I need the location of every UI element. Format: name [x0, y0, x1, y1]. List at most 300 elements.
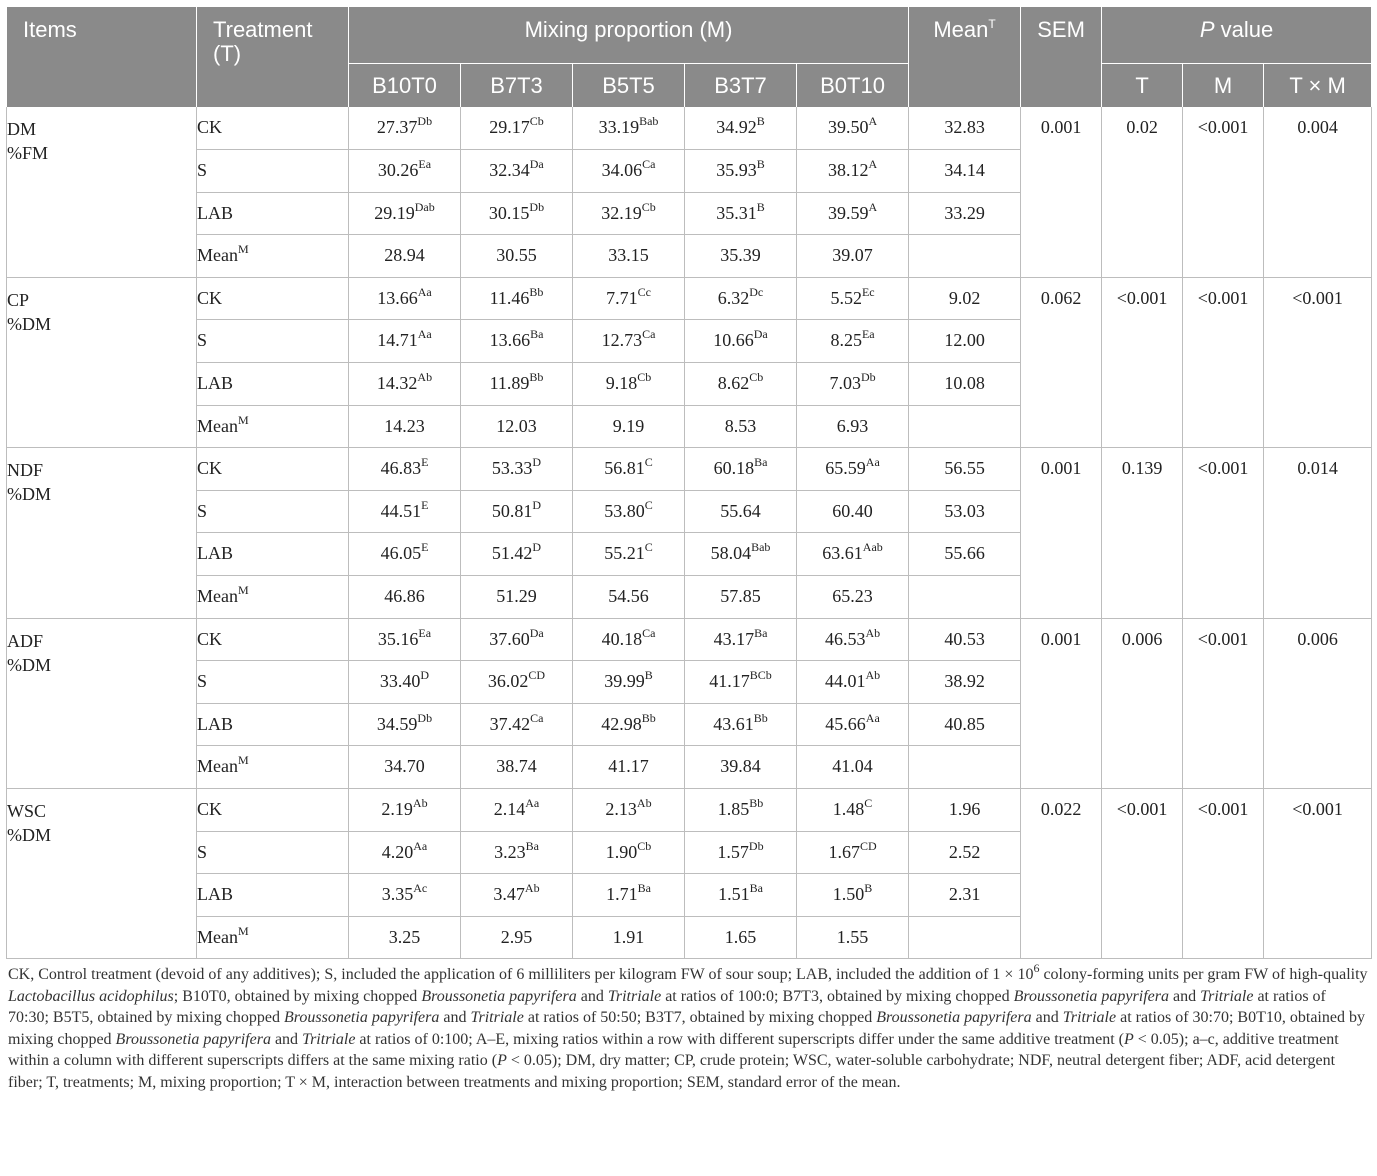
mean-m-sup: M: [237, 583, 249, 598]
mean-t-cell: [909, 405, 1021, 448]
value-cell: [573, 490, 685, 533]
value-number: 39.50: [827, 117, 869, 137]
header-p-rest: value: [1214, 17, 1274, 42]
value-number: 55.64: [720, 500, 761, 521]
value-superscript: Cb: [749, 370, 764, 385]
value-superscript: B: [756, 114, 765, 128]
header-mix-col: B7T3: [461, 64, 573, 108]
value-superscript: D: [532, 540, 542, 555]
p-m-cell: <0.001: [1183, 789, 1264, 959]
value-superscript: Da: [529, 157, 544, 172]
mean-t-cell: [909, 576, 1021, 619]
value-number: 35.93: [716, 160, 757, 181]
value-superscript: Ba: [637, 881, 651, 896]
item-unit: %DM: [7, 825, 51, 845]
value-cell: [797, 150, 909, 193]
header-mix-col: B10T0: [349, 64, 461, 108]
table-row: [7, 277, 1372, 320]
value-number: 1.85: [717, 799, 750, 819]
item-unit: %DM: [7, 313, 51, 334]
value-cell: [797, 107, 909, 150]
value-number: 2.14: [493, 799, 526, 819]
value-cell: [349, 320, 461, 363]
value-superscript: Db: [860, 370, 876, 385]
mean-m-label-cell: [197, 405, 349, 448]
mean-m-cell: 38.74: [461, 746, 573, 789]
value-cell: [349, 618, 461, 661]
item-name: WSC: [7, 801, 47, 821]
value-superscript: Db: [529, 199, 545, 214]
value-superscript: Ab: [865, 668, 881, 683]
item-cell: [7, 618, 197, 788]
value-cell: [797, 533, 909, 576]
footnote-text: and: [439, 1009, 471, 1027]
value-number: 35.31: [716, 202, 757, 223]
mean-m-cell: 1.91: [573, 916, 685, 959]
mean-m-cell: 2.95: [461, 916, 573, 959]
treatment-cell: CK: [197, 107, 349, 150]
p-tm-cell: <0.001: [1264, 277, 1372, 447]
header-treatment-line1: Treatment: [213, 17, 313, 42]
value-superscript: B: [864, 881, 873, 896]
footnote-text: at ratios of 100:0; B7T3, obtained by mixing chopped: [661, 987, 1014, 1005]
value-number: 2.13: [605, 799, 637, 819]
value-superscript: Cb: [637, 370, 652, 385]
footnote-text: and: [1031, 1009, 1063, 1027]
value-superscript: Cc: [637, 284, 651, 299]
value-superscript: Bb: [529, 284, 544, 299]
mean-t-cell: 9.02: [909, 277, 1021, 320]
value-cell: [797, 661, 909, 704]
mean-m-cell: 57.85: [685, 576, 797, 619]
treatment-cell: S: [197, 661, 349, 704]
mean-m-cell: 54.56: [573, 576, 685, 619]
treatment-cell: CK: [197, 789, 349, 832]
value-number: 65.59: [825, 458, 866, 479]
value-superscript: Bab: [639, 114, 659, 128]
value-cell: [573, 618, 685, 661]
value-number: 29.19: [374, 202, 415, 223]
value-superscript: E: [421, 540, 429, 555]
footnote-italic: Lactobacillus acidophilus: [8, 987, 174, 1005]
sem-cell: 0.062: [1021, 277, 1102, 447]
table-row: [7, 448, 1372, 491]
value-number: 51.42: [491, 543, 533, 564]
mean-m-label: Mean: [197, 415, 238, 436]
mean-m-label-cell: [197, 576, 349, 619]
mean-m-cell: 33.15: [573, 235, 685, 278]
value-number: 3.23: [494, 841, 526, 862]
item-name: ADF: [7, 630, 44, 651]
value-number: 53.80: [604, 500, 645, 521]
value-cell: [797, 192, 909, 235]
item-name: DM: [7, 119, 37, 139]
mean-m-cell: 3.25: [349, 916, 461, 959]
mean-m-cell: 1.65: [685, 916, 797, 959]
value-number: 46.05: [380, 543, 422, 564]
mean-t-cell: [909, 916, 1021, 959]
value-superscript: C: [644, 455, 653, 470]
mean-m-label: Mean: [197, 245, 238, 266]
value-number: 50.81: [491, 500, 533, 521]
footnote-italic: Tritriale: [1200, 987, 1254, 1005]
treatment-cell: S: [197, 150, 349, 193]
treatment-cell: S: [197, 831, 349, 874]
value-number: 14.71: [377, 330, 418, 351]
treatment-cell: LAB: [197, 533, 349, 576]
value-cell: [685, 320, 797, 363]
mean-m-label-cell: [197, 235, 349, 278]
value-cell: [349, 661, 461, 704]
value-superscript: E: [421, 455, 429, 470]
value-number: 8.62: [717, 373, 750, 394]
header-p-value: [1102, 7, 1372, 64]
value-cell: [461, 150, 573, 193]
value-number: 32.19: [601, 202, 642, 223]
item-unit: %FM: [7, 143, 49, 163]
mean-m-cell: 9.19: [573, 405, 685, 448]
value-cell: [797, 490, 909, 533]
header-p-col: T × M: [1264, 64, 1372, 108]
value-superscript: Bab: [751, 540, 771, 555]
value-number: 1.50: [832, 884, 865, 905]
header-sem: SEM: [1021, 7, 1102, 108]
value-number: 45.66: [825, 713, 866, 734]
header-mean-t-label: Mean: [933, 17, 989, 42]
mean-m-cell: 8.53: [685, 405, 797, 448]
value-cell: [797, 703, 909, 746]
footnote-italic: Broussonetia papyrifera: [876, 1009, 1032, 1027]
value-number: 30.15: [488, 202, 530, 223]
value-cell: [797, 618, 909, 661]
mean-m-cell: 39.84: [685, 746, 797, 789]
sem-cell: 0.022: [1021, 789, 1102, 959]
value-number: 56.81: [604, 458, 645, 479]
value-superscript: Aa: [417, 284, 432, 299]
treatment-cell: LAB: [197, 874, 349, 917]
value-number: 58.04: [710, 543, 752, 564]
value-cell: [685, 107, 797, 150]
value-cell: [461, 192, 573, 235]
value-superscript: Cb: [641, 199, 656, 214]
value-superscript: E: [421, 497, 429, 512]
value-number: 38.12: [827, 160, 869, 181]
value-cell: [461, 533, 573, 576]
value-cell: [797, 320, 909, 363]
mean-m-label: Mean: [197, 926, 238, 947]
value-cell: [685, 192, 797, 235]
footnote-text: ; B10T0, obtained by mixing chopped: [173, 987, 422, 1005]
value-superscript: Ac: [413, 881, 428, 896]
value-superscript: Ba: [525, 838, 539, 853]
item-name: CP: [7, 289, 30, 310]
value-superscript: Bb: [753, 710, 768, 725]
value-superscript: A: [868, 199, 878, 214]
footnote-italic: Tritriale: [470, 1009, 524, 1027]
value-number: 39.99: [604, 671, 645, 692]
value-number: 37.42: [489, 713, 531, 734]
value-superscript: Aa: [865, 455, 880, 470]
value-cell: [461, 107, 573, 150]
p-t-cell: 0.02: [1102, 107, 1183, 277]
value-cell: [685, 448, 797, 491]
p-m-cell: <0.001: [1183, 277, 1264, 447]
value-superscript: Ba: [754, 625, 768, 640]
value-cell: [461, 618, 573, 661]
value-number: 34.59: [376, 713, 418, 734]
mean-m-label: Mean: [197, 756, 238, 777]
value-number: 1.48: [832, 799, 865, 819]
value-number: 33.40: [379, 671, 421, 692]
value-cell: [685, 703, 797, 746]
value-cell: [349, 448, 461, 491]
value-number: 13.66: [377, 287, 418, 308]
table-row: [7, 618, 1372, 661]
value-superscript: Aab: [862, 540, 883, 555]
value-superscript: Ca: [642, 157, 656, 172]
value-number: 3.35: [381, 884, 414, 905]
treatment-cell: CK: [197, 277, 349, 320]
value-number: 10.66: [713, 330, 754, 351]
value-number: 46.83: [380, 458, 422, 479]
footnote-text: and: [1168, 987, 1201, 1005]
value-superscript: Aa: [417, 327, 432, 342]
p-m-cell: <0.001: [1183, 448, 1264, 618]
value-superscript: Ca: [530, 710, 544, 725]
value-number: 14.32: [376, 373, 418, 394]
value-cell: [685, 661, 797, 704]
value-superscript: Bb: [749, 796, 764, 810]
mean-m-cell: 28.94: [349, 235, 461, 278]
value-cell: [349, 277, 461, 320]
item-cell: [7, 277, 197, 447]
mean-t-cell: 33.29: [909, 192, 1021, 235]
mean-t-cell: 12.00: [909, 320, 1021, 363]
mean-m-cell: 51.29: [461, 576, 573, 619]
value-superscript: Ab: [636, 796, 652, 810]
mean-t-cell: 56.55: [909, 448, 1021, 491]
value-superscript: Ca: [642, 327, 656, 342]
value-cell: [573, 533, 685, 576]
value-cell: [461, 448, 573, 491]
value-number: 3.47: [493, 884, 525, 905]
mean-m-cell: 39.07: [797, 235, 909, 278]
table-body: [7, 107, 1372, 959]
value-number: 43.61: [713, 713, 754, 734]
header-p-col: T: [1102, 64, 1183, 108]
value-number: 5.52: [830, 287, 862, 308]
value-superscript: Ab: [524, 881, 540, 896]
footnote-text: at ratios of 0:100; A–E, mixing ratios within a row with different superscripts differ under the same additive treatment (: [355, 1030, 1124, 1048]
value-number: 30.26: [377, 160, 419, 181]
value-number: 55.21: [604, 543, 645, 564]
value-number: 35.16: [377, 628, 419, 649]
value-superscript: Ea: [861, 327, 875, 342]
value-cell: [573, 107, 685, 150]
mean-t-cell: 55.66: [909, 533, 1021, 576]
mean-m-cell: 41.04: [797, 746, 909, 789]
p-t-cell: <0.001: [1102, 277, 1183, 447]
value-superscript: Bb: [529, 370, 544, 385]
header-mix-col: B3T7: [685, 64, 797, 108]
value-number: 1.57: [717, 841, 749, 862]
value-number: 39.59: [827, 202, 869, 223]
footnote-text: at ratios of 30:70; B0T10, obtained by mixing chopped: [8, 1009, 1365, 1048]
footnote-text: and: [270, 1030, 303, 1048]
value-cell: [349, 533, 461, 576]
item-unit: %DM: [7, 484, 51, 505]
value-cell: [349, 831, 461, 874]
p-tm-cell: 0.004: [1264, 107, 1372, 277]
sem-cell: 0.001: [1021, 107, 1102, 277]
item-cell: [7, 789, 197, 959]
mean-m-cell: 30.55: [461, 235, 573, 278]
value-superscript: Aa: [865, 710, 880, 725]
value-superscript: Ab: [417, 370, 433, 385]
value-cell: [573, 277, 685, 320]
table-row: [7, 107, 1372, 150]
value-superscript: Db: [417, 114, 433, 128]
value-cell: [797, 789, 909, 832]
value-number: 53.33: [491, 458, 533, 479]
value-cell: [573, 320, 685, 363]
treatment-cell: S: [197, 490, 349, 533]
mean-t-cell: 53.03: [909, 490, 1021, 533]
footnote-italic: Broussonetia papyrifera: [283, 1009, 440, 1027]
item-unit: %DM: [7, 654, 51, 675]
value-cell: [461, 320, 573, 363]
value-number: 33.19: [598, 117, 640, 137]
value-number: 60.40: [832, 500, 873, 521]
treatment-cell: CK: [197, 448, 349, 491]
footnote-italic: P: [1123, 1030, 1134, 1048]
mean-t-cell: 40.53: [909, 618, 1021, 661]
value-number: 8.25: [830, 330, 862, 351]
value-cell: [573, 703, 685, 746]
footnote-italic: Tritriale: [607, 987, 662, 1005]
footnote-italic: Tritriale: [1062, 1009, 1117, 1027]
value-superscript: B: [644, 668, 653, 683]
table-wrapper: [6, 6, 1371, 1093]
header-treatment: [197, 7, 349, 108]
mean-t-cell: 40.85: [909, 703, 1021, 746]
p-m-cell: <0.001: [1183, 107, 1264, 277]
value-superscript: C: [644, 497, 653, 512]
value-cell: [685, 831, 797, 874]
value-number: 63.61: [822, 543, 863, 564]
value-superscript: Ec: [861, 284, 875, 299]
value-superscript: Da: [529, 625, 544, 640]
footnote-text: at ratios of 50:50; B3T7, obtained by mixing chopped: [523, 1009, 877, 1027]
value-number: 7.03: [829, 373, 861, 394]
footnote-italic: Broussonetia papyrifera: [115, 1030, 271, 1048]
value-cell: [685, 277, 797, 320]
value-cell: [573, 448, 685, 491]
value-superscript: CD: [859, 838, 877, 853]
header-p-italic: P: [1199, 17, 1215, 42]
value-number: 32.34: [489, 160, 530, 181]
value-superscript: D: [532, 497, 542, 512]
value-number: 1.51: [718, 884, 750, 905]
value-cell: [797, 448, 909, 491]
value-number: 40.18: [601, 628, 643, 649]
value-superscript: D: [420, 668, 430, 683]
value-cell: [573, 363, 685, 406]
value-cell: [797, 363, 909, 406]
mean-t-cell: 34.14: [909, 150, 1021, 193]
mean-t-cell: [909, 746, 1021, 789]
value-cell: [461, 363, 573, 406]
value-superscript: Cb: [529, 114, 544, 128]
data-table: [6, 6, 1372, 959]
value-number: 9.18: [605, 373, 638, 394]
value-number: 36.02: [487, 671, 529, 692]
footnote-text: colony-forming units per gram FW of high-quality: [1039, 966, 1368, 984]
value-number: 1.71: [606, 884, 638, 905]
sem-cell: 0.001: [1021, 448, 1102, 618]
header-mixing-proportion: Mixing proportion (M): [349, 7, 909, 64]
value-superscript: Ea: [418, 157, 432, 172]
value-cell: [685, 874, 797, 917]
mean-m-sup: M: [237, 753, 249, 768]
value-superscript: Ab: [865, 625, 881, 640]
value-number: 29.17: [489, 117, 530, 137]
footnote-italic: Broussonetia papyrifera: [1013, 987, 1169, 1005]
value-number: 43.17: [713, 628, 755, 649]
header-mean-t: [909, 7, 1021, 108]
value-number: 11.46: [489, 287, 530, 308]
value-cell: [349, 490, 461, 533]
value-number: 1.67: [828, 841, 860, 862]
value-cell: [349, 150, 461, 193]
value-cell: [349, 703, 461, 746]
value-number: 41.17: [709, 671, 750, 692]
value-cell: [461, 874, 573, 917]
value-number: 6.32: [717, 287, 750, 308]
mean-m-label-cell: [197, 916, 349, 959]
header-mix-col: B5T5: [573, 64, 685, 108]
mean-m-cell: 65.23: [797, 576, 909, 619]
value-cell: [797, 277, 909, 320]
value-number: 34.06: [601, 160, 643, 181]
item-cell: [7, 448, 197, 618]
treatment-cell: CK: [197, 618, 349, 661]
value-superscript: Db: [748, 838, 764, 853]
header-mix-col: B0T10: [797, 64, 909, 108]
value-superscript: Ba: [754, 455, 768, 470]
footnote-text: < 0.05); DM, dry matter; CP, crude protein; WSC, water-soluble carbohydrate; NDF, neutral detergent fiber; ADF, acid detergent fiber; T, treatments; M, mixing proportion; T × M, interaction between treatments and mixing proportion; SEM, standard error of the mean.: [8, 1052, 1336, 1091]
value-cell: [461, 490, 573, 533]
value-cell: [461, 703, 573, 746]
value-superscript: A: [868, 114, 878, 128]
value-cell: [685, 789, 797, 832]
footnote-text: CK, Control treatment (devoid of any additives); S, included the application of 6 milliliters per kilogram FW of sour soup; LAB, included the addition of 1 × 10: [8, 966, 1034, 984]
value-cell: [573, 150, 685, 193]
value-cell: [797, 874, 909, 917]
value-superscript: Bb: [641, 710, 656, 725]
value-cell: [685, 150, 797, 193]
value-cell: [685, 533, 797, 576]
treatment-cell: LAB: [197, 703, 349, 746]
mean-m-cell: 6.93: [797, 405, 909, 448]
value-cell: [349, 192, 461, 235]
value-number: 1.90: [605, 841, 638, 862]
mean-m-cell: 35.39: [685, 235, 797, 278]
value-number: 44.01: [824, 671, 866, 692]
value-number: 60.18: [713, 458, 755, 479]
value-cell: [349, 874, 461, 917]
footnote-text: < 0.05); a–c, additive treatment within a column with different superscripts differs at the same mixing ratio (: [8, 1030, 1339, 1070]
